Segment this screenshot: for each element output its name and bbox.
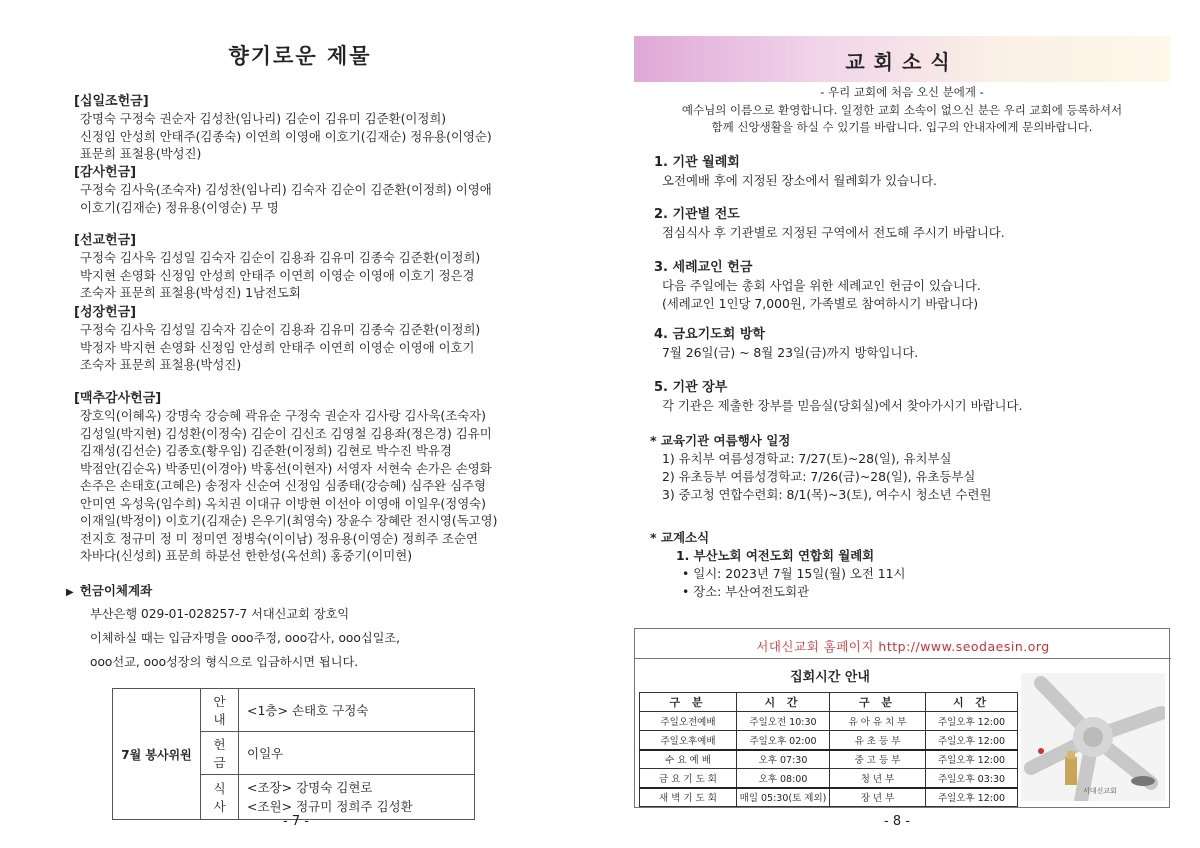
church-map — [1021, 673, 1165, 801]
offering-names: 박점안(김순옥) 박종민(이경아) 박홍선(이현자) 서영자 서현숙 손가은 손영화 — [80, 460, 492, 476]
schedule-cell: 장 년 부 — [830, 788, 926, 807]
notice-heading: * 교육기관 여름행사 일정 — [650, 433, 791, 448]
offering-heading: [감사헌금] — [74, 165, 137, 180]
notice-line: 오전예배 후에 지정된 장소에서 월례회가 있습니다. — [662, 173, 937, 188]
service-value: 이일우 — [239, 732, 475, 775]
notice-line: • 일시: 2023년 7월 15일(월) 오전 11시 — [682, 566, 906, 581]
offering-names: 표문희 표철용(박성진) — [80, 146, 202, 161]
schedule-cell: 매일 05:30(토 제외) — [737, 788, 830, 807]
notice-line: 각 기관은 제출한 장부를 믿음실(당회실)에서 찾아가시기 바랍니다. — [662, 398, 1023, 413]
schedule-title: 집회시간 안내 — [790, 670, 870, 685]
notice-heading: 4. 금요기도회 방학 — [654, 327, 765, 342]
schedule-row — [640, 731, 1018, 750]
offering-names: 구정숙 김사욱 김성일 김숙자 김순이 김용좌 김유미 김종숙 김준환(이정희) — [80, 250, 481, 265]
transfer-heading: 헌금이체계좌 — [79, 583, 153, 598]
offering-heading: [십일조헌금] — [74, 94, 149, 109]
offering-names: 조숙자 표문희 표철용(박성진) 1남전도회 — [80, 285, 301, 300]
welcome-message — [634, 84, 1170, 137]
schedule-cell: 오후 08:00 — [737, 769, 830, 788]
map-church-label: 서대신교회 — [1083, 787, 1117, 795]
service-value: <조장> 강명숙 김현로 — [247, 780, 373, 795]
church-info-box — [634, 628, 1170, 808]
welcome-line: 함께 신앙생활을 하실 수 있기를 바랍니다. 입구의 안내자에게 문의바랍니다. — [711, 120, 1093, 134]
notice-heading: 3. 세례교인 헌금 — [654, 260, 753, 275]
offering-names: 구정숙 김사욱(조숙자) 김성찬(임나리) 김숙자 김순이 김준환(이정희) 이영애 — [80, 182, 492, 197]
offering-section — [74, 232, 554, 302]
schedule-header: 구 분 — [640, 693, 737, 712]
service-role: 7월 봉사위원 — [113, 689, 201, 820]
title-banner — [634, 36, 1170, 82]
notice-item — [654, 259, 1154, 313]
offering-names: 장호익(이혜옥) 강명숙 강승혜 곽유순 구정숙 권순자 김사랑 김사욱(조숙자) — [80, 408, 486, 423]
schedule-cell: 주일오후 02:00 — [737, 731, 830, 750]
schedule-row — [640, 788, 1018, 807]
schedule-cell: 금 요 기 도 회 — [640, 769, 737, 788]
schedule-cell: 유 초 등 부 — [830, 731, 926, 750]
notice-item — [650, 432, 1154, 504]
notice-line: • 장소: 부산여전도회관 — [682, 584, 810, 599]
notice-line: 2) 유초등부 여름성경학교: 7/26(금)~28(일), 유초등부실 — [662, 469, 976, 484]
service-committee-table — [112, 688, 475, 820]
offering-names: 이재일(박정이) 이호기(김재순) 은우기(최영숙) 장윤수 장혜란 전시영(독고영) — [80, 513, 498, 528]
schedule-cell: 중 고 등 부 — [830, 750, 926, 769]
transfer-line: 이체하실 때는 입금자명을 ooo주정, ooo감사, ooo십일조, — [90, 631, 401, 645]
page-number: - 8 - — [884, 814, 910, 829]
schedule-cell: 주일오후 12:00 — [926, 731, 1018, 750]
notice-item — [654, 326, 1154, 362]
schedule-header: 시 간 — [926, 693, 1018, 712]
welcome-line: 예수님의 이름으로 환영합니다. 일정한 교회 소속이 없으신 분은 우리 교회에 등록하셔서 — [681, 102, 1123, 117]
schedule-cell: 청 년 부 — [830, 769, 926, 788]
page-title: 향기로운 제물 — [228, 43, 372, 68]
schedule-cell: 주일오후 12:00 — [926, 788, 1018, 807]
notice-line: 다음 주일에는 총회 사업을 위한 세례교인 헌금이 있습니다. — [662, 278, 981, 293]
schedule-cell: 주일오후 03:30 — [926, 769, 1018, 788]
service-value: <조원> 정규미 정희주 김성환 — [247, 799, 413, 814]
notice-line: 3) 중고청 연합수련회: 8/1(목)~3(토), 여수시 청소년 수련원 — [662, 487, 992, 502]
notice-line: 점심식사 후 기관별로 지정된 구역에서 전도해 주시기 바랍니다. — [662, 225, 1005, 240]
offering-names: 김재성(김선순) 김종호(황우임) 김준환(이정희) 김현로 박수진 박유경 — [80, 443, 452, 458]
offering-names: 김성일(박지현) 김성환(이정숙) 김순이 김신조 김영철 김용좌(정은경) 김유미 — [80, 425, 492, 441]
offering-names: 손주은 손태호(고혜은) 송정자 신순여 신정임 심종태(강승혜) 심주완 심주형 — [80, 478, 486, 493]
offering-names: 강명숙 구정숙 권순자 김성찬(임나리) 김순이 김유미 김준환(이정희) — [80, 111, 447, 126]
offering-names: 조숙자 표문희 표철용(박성진) — [80, 357, 242, 372]
notice-item — [650, 529, 1154, 601]
schedule-cell: 주일오후예배 — [640, 731, 737, 750]
offering-heading: [선교헌금] — [74, 233, 137, 248]
page-title: 교회소식 — [845, 50, 959, 74]
schedule-cell: 주일오전 10:30 — [737, 712, 830, 731]
notice-line: 1) 유치부 여름성경학교: 7/27(토)~28(일), 유치부실 — [662, 451, 952, 466]
schedule-cell: 수 요 예 배 — [640, 750, 737, 769]
schedule-table — [639, 692, 1018, 807]
offering-names: 전지호 정규미 정 미 정미연 정병숙(이이남) 정유용(이영순) 정희주 조순연 — [80, 530, 478, 546]
offering-section — [74, 164, 554, 216]
service-label: 헌금 — [201, 732, 239, 775]
notice-heading: * 교계소식 — [650, 530, 710, 545]
schedule-cell: 주일오전예배 — [640, 712, 737, 731]
triangle-right-icon: ▶ — [66, 587, 74, 598]
schedule-cell: 주일오후 12:00 — [926, 750, 1018, 769]
offering-names: 안미연 옥성욱(임수희) 옥치권 이대규 이방현 이선아 이영애 이일우(정영숙) — [80, 495, 486, 511]
notice-heading: 5. 기관 장부 — [654, 380, 728, 395]
offering-section — [74, 93, 554, 163]
schedule-row — [640, 769, 1018, 788]
offering-heading: [맥추감사헌금] — [74, 391, 162, 406]
service-label: 안내 — [201, 689, 239, 732]
notice-item — [654, 206, 1154, 242]
service-label: 식사 — [201, 775, 239, 820]
right-page — [600, 0, 1200, 848]
offering-section — [74, 304, 554, 374]
welcome-subtitle: - 우리 교회에 처음 오신 분에게 - — [820, 85, 984, 99]
offering-names: 차바다(신성희) 표문희 하분선 한한성(옥선희) 홍중기(이미현) — [80, 548, 413, 563]
offering-heading: [성장헌금] — [74, 305, 137, 320]
notice-item — [654, 154, 1154, 190]
notice-line: (세례교인 1인당 7,000원, 가족별로 참여하시기 바랍니다) — [662, 296, 979, 311]
notice-line: 7월 26일(금) ~ 8월 23일(금)까지 방학입니다. — [662, 345, 919, 360]
schedule-cell: 오후 07:30 — [737, 750, 830, 769]
service-value: <1층> 손태호 구정숙 — [239, 689, 475, 732]
schedule-cell: 주일오후 12:00 — [926, 712, 1018, 731]
notice-heading: 1. 기관 월례회 — [654, 155, 740, 170]
schedule-cell: 새 벽 기 도 회 — [640, 788, 737, 807]
schedule-header: 구 분 — [830, 693, 926, 712]
homepage-link[interactable]: 서대신교회 홈페이지 http://www.seodaesin.org — [756, 639, 1050, 654]
offering-section — [74, 390, 554, 565]
notice-item — [654, 379, 1154, 415]
page-number: - 7 - — [283, 814, 309, 829]
offering-names: 박정자 박지현 손영화 신정임 안성희 안태주 이연희 이영순 이영애 이호기 — [80, 339, 475, 355]
notice-heading: 2. 기관별 전도 — [654, 207, 740, 222]
offering-names: 구정숙 김사욱 김성일 김숙자 김순이 김용좌 김유미 김종숙 김준환(이정희) — [80, 322, 481, 337]
offering-names: 이호기(김재순) 정유용(이영순) 무 명 — [80, 199, 279, 215]
notice-line: 1. 부산노회 여전도회 연합회 월례회 — [676, 548, 875, 563]
transfer-account — [66, 582, 566, 674]
schedule-row — [640, 712, 1018, 731]
schedule-row — [640, 750, 1018, 769]
offering-names: 박지현 손영화 신정임 안성희 안태주 이연희 이영순 이영애 이호기 정은경 — [80, 267, 475, 283]
transfer-line: 부산은행 029-01-028257-7 서대신교회 장호익 — [90, 607, 350, 621]
offering-names: 신정임 안성희 안태주(김종숙) 이연희 이영애 이호기(김재순) 정유용(이영순) — [80, 128, 492, 144]
schedule-cell: 유 아 유 치 부 — [830, 712, 926, 731]
schedule-header: 시 간 — [737, 693, 830, 712]
transfer-line: ooo선교, ooo성장의 형식으로 입금하시면 됩니다. — [90, 655, 359, 669]
